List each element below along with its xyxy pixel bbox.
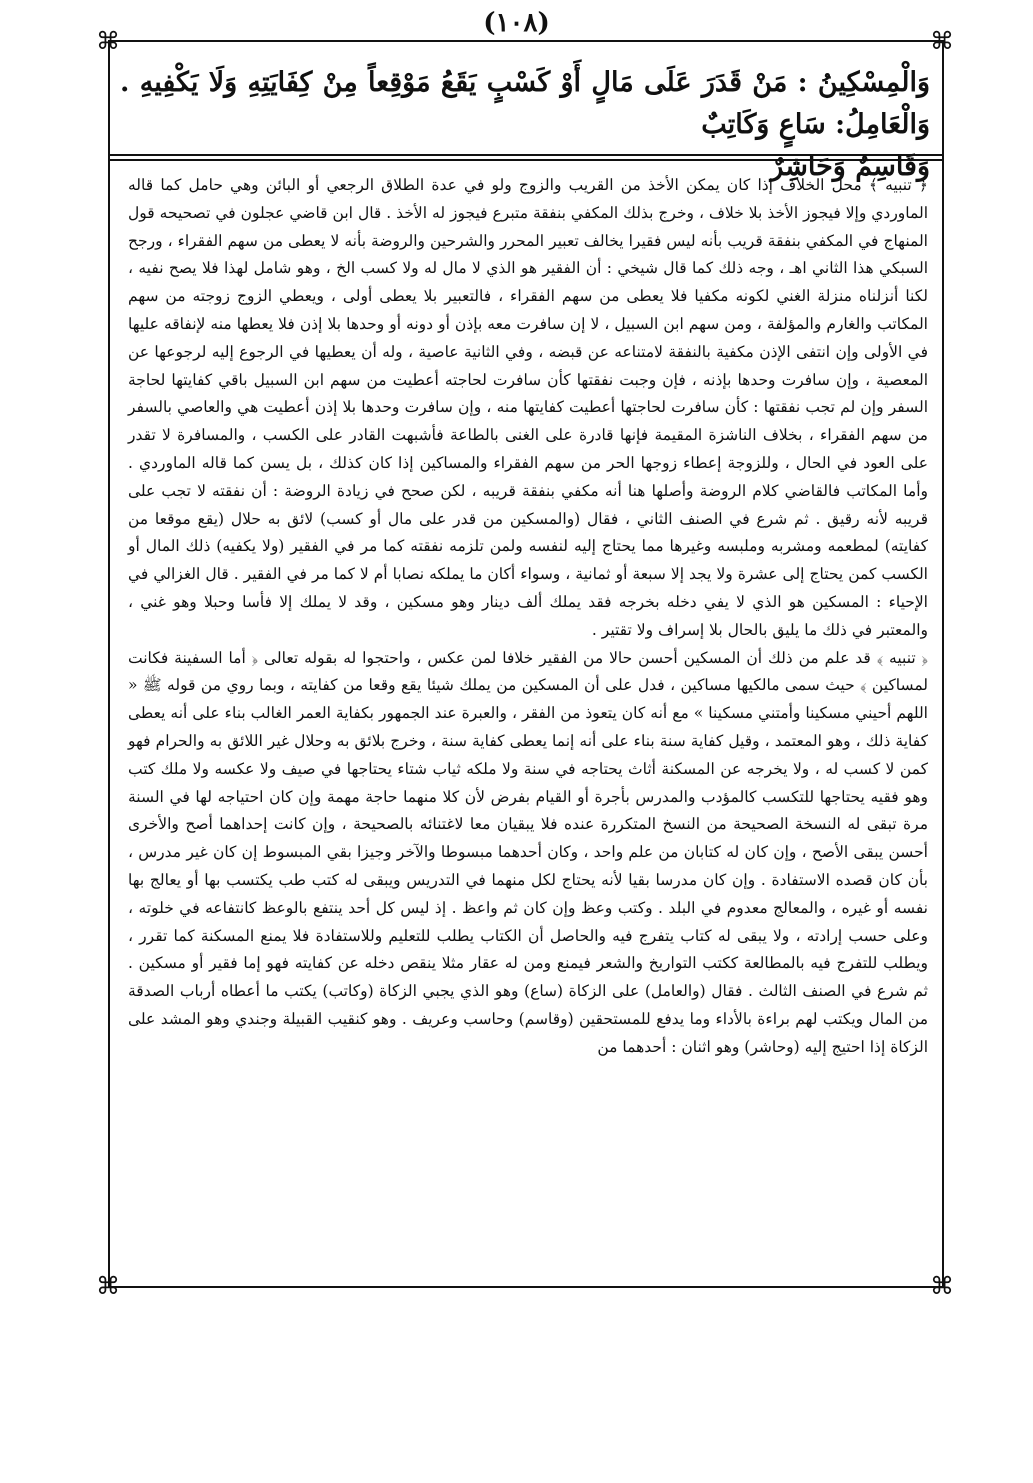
top-frame-rule [108, 40, 944, 42]
matn-text [120, 62, 930, 182]
ornament-icon: ⌘ [96, 27, 120, 55]
ornament-icon: ⌘ [930, 27, 954, 55]
right-frame-rule [942, 40, 944, 1286]
commentary-text [128, 172, 928, 1272]
ornament-icon: ⌘ [96, 1272, 120, 1300]
ornament-icon: ⌘ [930, 1272, 954, 1300]
commentary-paragraph-1: ﴿ تنبيه ﴾ محل الخلاف إذا كان يمكن الأخذ من القريب والزوج ولو في عدة الطلاق الرجعي أو البائن وهي حامل كما قاله الماوردي وإلا فيجوز الأخذ بلا خلاف ، وخرج بذلك المكفي بنفقة متبرع فيجوز له الأخذ . قال ابن قاضي عجلون في تصحيحه قول المنهاج في المكفي بنفقة قريب بأنه ليس فقيرا يخالف تعبير المحرر والشرحين والروضة بأنه لا يعطى من سهم الفقراء ، ورجح السبكي هذا الثاني اهـ ، وجه ذلك كما قال شيخي : أن الفقير هو الذي لا مال له ولا كسب الخ ، وهو شامل لهذا فلا يصح نفيه ، لكنا أنزلناه منزلة الغني لكونه مكفيا فلا يعطى من سهم الفقراء ، فالتعبير بلا يعطى أولى ، ويعطي الزوج زوجته من سهم المكاتب والغارم والمؤلفة ، ومن سهم ابن السبيل ، لا إن سافرت معه بإذن أو دونه أو وحدها بلا إذن فلا يعطها منه لإنفاقه عليها في الأولى وإن انتفى الإذن مكفية بالنفقة لامتناعه عن قبضه ، وفي الثانية عاصية ، وله أن يعطيها في الرجوع إليه لرجوعها عن المعصية ، وإن سافرت وحدها بإذنه ، فإن وجبت نفقتها كأن سافرت لحاجته أعطيت من سهم ابن السبيل باقي كفايتها لحاجة السفر وإن لم تجب نفقتها : كأن سافرت لحاجتها أعطيت كفايتها منه ، وإن سافرت وحدها بلا إذن أعطيت هي والعاصي بالسفر من سهم الفقراء ، بخلاف الناشزة المقيمة فإنها قادرة على الغنى بالطاعة فأشبهت القادر على الكسب ، والمسافرة لا تقدر على العود في الحال ، وللزوجة إعطاء زوجها الحر من سهم الفقراء والمساكين إذا كان كذلك ، بل يسن كما قاله الماوردي . وأما المكاتب فالقاضي كلام الروضة وأصلها هنا أنه مكفي بنفقة قريبه ، لكن صحح في زيادة الروضة : أن نفقته لا تجب على قريبه لأنه رقيق . ثم شرع في الصنف الثاني ، فقال (والمسكين من قدر على مال أو كسب) لائق به حلال (يقع موقعا من كفايته) لمطعمه ومشربه وملبسه وغيرها مما يحتاج إليه لنفسه ولمن تلزمه نفقته كما مر في الفقير (ولا يكفيه) ذلك المال أو الكسب كمن يحتاج إلى عشرة ولا يجد إلا سبعة أو ثمانية ، وسواء أكان ما يملكه نصابا أم لا كما مر في الفقير . قال الغزالي في الإحياء : المسكين هو الذي لا يفي دخله بخرجه فقد يملك ألف دينار وهو مسكين ، وقد لا يملك إلا فأسا وحبلا وهو غني ، والمعتبر في ذلك ما يليق بالحال بلا إسراف ولا تقتير . [128, 176, 928, 639]
matn-line-2: وَقَاسِمٌ وَحَاشِرٌ [770, 151, 930, 182]
page-number: (١٠٨) [483, 8, 550, 38]
left-frame-rule [108, 40, 110, 1286]
commentary-paragraph-2: ﴿ تنبيه ﴾ قد علم من ذلك أن المسكين أحسن حالا من الفقير خلافا لمن عكس ، واحتجوا له بقوله تعالى ﴿ أما السفينة فكانت لمساكين ﴾ حيث سمى مالكيها مساكين ، فدل على أن المسكين من يملك شيئا يقع وقعا من كفايته ، وبما روي من قوله ﷺ « اللهم أحيني مسكينا وأمتني مسكينا » مع أنه كان يتعوذ من الفقر ، والعبرة عند الجمهور بكفاية العمر الغالب بناء على أنه يعطى كفاية ذلك ، وهو المعتمد ، وقيل كفاية سنة بناء على أنه إنما يعطى كفاية سنة ، وخرج بلائق به وحلال غير اللائق به والحرام فهو كمن لا كسب له ، ولا يخرجه عن المسكنة أثاث يحتاجه في سنة ولا ملكه ثياب شتاء يحتاجها في صيف ولا عكسه ولا ملك كتب وهو فقيه يحتاجها للتكسب كالمؤدب والمدرس بأجرة أو القيام بفرض لأن كلا منهما حاجة مهمة وإن كان احتياجه لها في السنة مرة تبقى له النسخة الصحيحة من النسخ المتكررة عنده فلا يبقيان معا لاغتنائه بالصحيحة ، وإن كانت إحداهما أصح والأخرى أحسن يبقى الأصح ، وإن كان له كتابان من علم واحد ، وكان أحدهما مبسوطا والآخر وجيزا بقي المبسوط إن كان غير مدرس ، بأن كان قصده الاستفادة . وإن كان مدرسا بقيا لأنه يحتاج لكل منهما في التدريس ويبقى له كتب طب يكتسب بها أو يعالج بها نفسه أو غيره ، والمعالج معدوم في البلد . وكتب وعظ وإن كان ثم واعظ . إذ ليس كل أحد ينتفع بالوعظ كانتفاعه في خلوته ، وعلى حسب إرادته ، ولا يبقى له كتاب يتفرج فيه والحاصل أن الكتاب يطلب للتعليم وللاستفادة فلا يمنع المسكنة كما تقرر ، ويطلب للتفرج فيه بالمطالعة ككتب التواريخ والشعر فيمنع ومن له عقار مثلا ينقص دخله عن كفايته فهو إما فقير أو مسكين . ثم شرع في الصنف الثالث . فقال (والعامل) على الزكاة (ساع) وهو الذي يجبي الزكاة (وكاتب) يكتب ما أعطاه أرباب الصدقة من المال ويكتب لهم براءة بالأداء وما يدفع للمستحقين (وقاسم) وحاسب وعريف . وهو كنقيب القبيلة وجندي وهو المشد على الزكاة إذا احتيج إليه (وحاشر) وهو اثنان : أحدهما من [128, 648, 928, 1056]
bottom-frame-rule [108, 1286, 944, 1288]
matn-line-1: وَالْمِسْكِينُ : مَنْ قَدَرَ عَلَى مَالٍ أَوْ كَسْبٍ يَقَعُ مَوْقِعاً مِنْ كِفَايَتِهِ وَلَا يَكْفِيهِ . وَالْعَامِلُ: سَاعٍ وَكَاتِبٌ [120, 67, 930, 140]
